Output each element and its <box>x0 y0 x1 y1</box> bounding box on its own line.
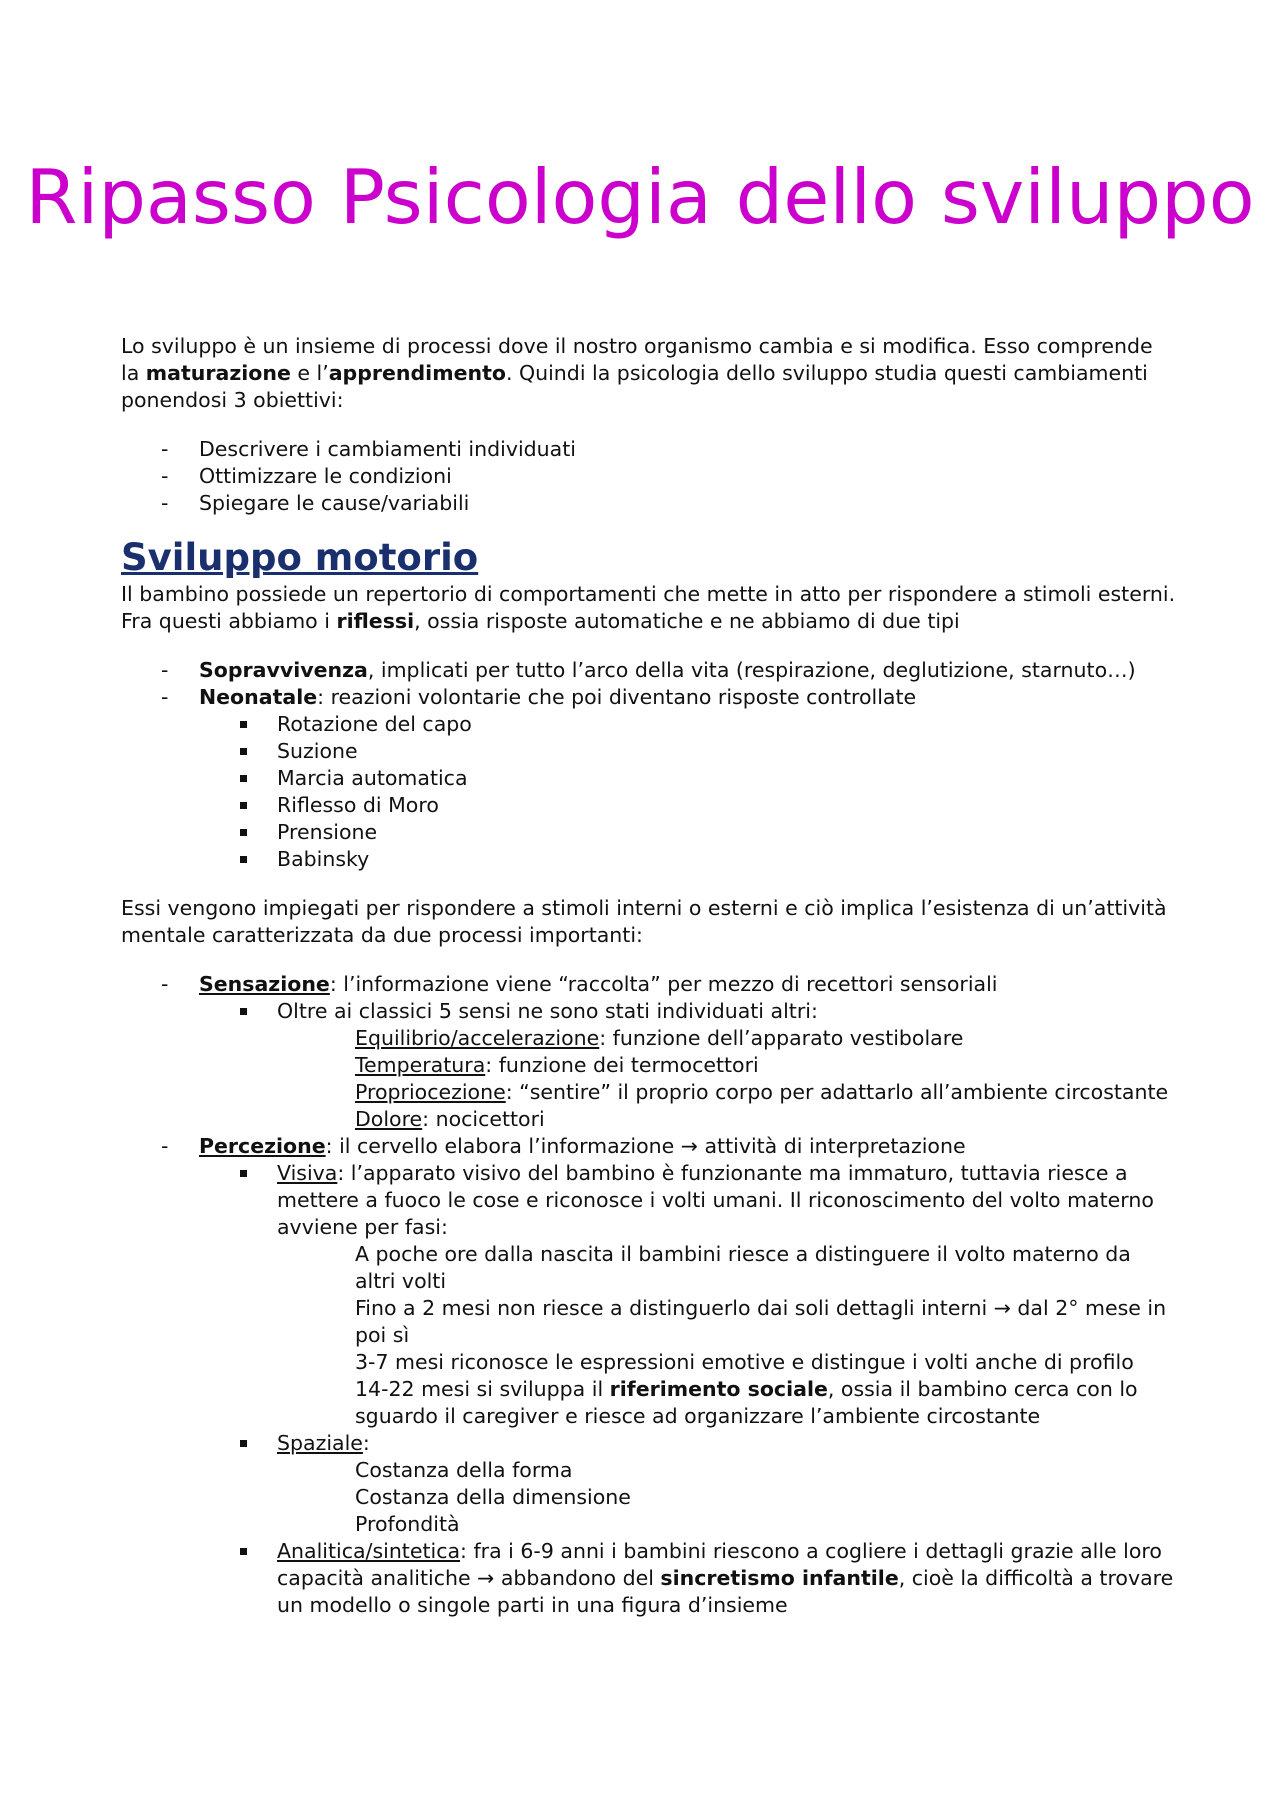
intro-paragraph: Lo sviluppo è un insieme di processi dove il nostro organismo cambia e si modifica. Esso comprende la maturazione e l’apprendimento. Quindi la psicologia dello sviluppo studia questi cambiamenti ponendosi 3 obiettivi: <box>121 334 1153 412</box>
list-item: Visiva: l’apparato visivo del bambino è funzionante ma immaturo, tuttavia riesce a mettere a fuoco le cose e riconosce i volti umani. Il riconoscimento del volto materno avviene per fasi: <box>121 1160 1176 1241</box>
list-item: Marcia automatica <box>121 765 1176 792</box>
list-item: Rotazione del capo <box>121 711 1176 738</box>
list-item: A poche ore dalla nascita il bambini riesce a distinguere il volto materno da altri volti <box>355 1242 1131 1293</box>
list-item: Suzione <box>121 738 1176 765</box>
list-item: - Neonatale: reazioni volontarie che poi diventano risposte controllate <box>161 685 917 709</box>
square-bullet-icon <box>240 856 247 863</box>
list-item: Fino a 2 mesi non riesce a distinguerlo dai soli dettagli interni → dal 2° mese in poi sì <box>355 1296 1167 1347</box>
list-item: Riflesso di Moro <box>121 792 1176 819</box>
list-item: 3-7 mesi riconosce le espressioni emotive e distingue i volti anche di profilo <box>355 1350 1134 1374</box>
square-bullet-icon <box>240 829 247 836</box>
square-bullet-icon <box>240 748 247 755</box>
square-bullet-icon <box>240 802 247 809</box>
list-item: - Percezione: il cervello elabora l’informazione → attività di interpretazione <box>161 1134 966 1158</box>
square-bullet-icon <box>240 775 247 782</box>
list-item: Costanza della dimensione <box>355 1485 631 1509</box>
processes-paragraph: Essi vengono impiegati per rispondere a stimoli interni o esterni e ciò implica l’esistenza di un’attività mentale caratterizzata da due processi importanti: <box>121 896 1167 947</box>
list-item: - Ottimizzare le condizioni <box>161 464 452 488</box>
list-item: Oltre ai classici 5 sensi ne sono stati individuati altri: <box>121 998 1176 1025</box>
list-item: Spaziale: <box>121 1430 1176 1457</box>
reflex-list <box>121 657 1176 873</box>
section-heading: Sviluppo motorio <box>121 536 479 579</box>
list-item: - Spiegare le cause/variabili <box>161 491 470 515</box>
list-item: - Sopravvivenza, implicati per tutto l’arco della vita (respirazione, deglutizione, starnuto…) <box>161 658 1136 682</box>
document-body <box>121 333 1176 1619</box>
list-item: Temperatura: funzione dei termocettori <box>355 1053 759 1077</box>
list-item: Propriocezione: “sentire” il proprio corpo per adattarlo all’ambiente circostante <box>355 1080 1169 1104</box>
objectives-list <box>121 436 1176 517</box>
list-item: Babinsky <box>121 846 1176 873</box>
processes-list <box>121 971 1176 1619</box>
list-item: Dolore: nocicettori <box>355 1107 545 1131</box>
square-bullet-icon <box>240 1170 247 1177</box>
list-item: 14-22 mesi si sviluppa il riferimento sociale, ossia il bambino cerca con lo sguardo il caregiver e riesce ad organizzare l’ambiente circostante <box>355 1377 1138 1428</box>
list-item: Analitica/sintetica: fra i 6-9 anni i bambini riescono a cogliere i dettagli grazie alle loro capacità analitiche → abbandono del sincretismo infantile, cioè la difficoltà a trovare un modello o singole parti in una figura d’insieme <box>121 1538 1176 1619</box>
list-item: Profondità <box>355 1512 460 1536</box>
page-title: Ripasso Psicologia dello sviluppo <box>25 153 1255 241</box>
list-item: Prensione <box>121 819 1176 846</box>
list-item: - Sensazione: l’informazione viene “raccolta” per mezzo di recettori sensoriali <box>161 972 998 996</box>
list-item: Costanza della forma <box>355 1458 573 1482</box>
section-paragraph: Il bambino possiede un repertorio di comportamenti che mette in atto per rispondere a stimoli esterni. Fra questi abbiamo i riflessi, ossia risposte automatiche e ne abbiamo di due tipi <box>121 582 1176 633</box>
square-bullet-icon <box>240 1548 247 1555</box>
list-item: Equilibrio/accelerazione: funzione dell’apparato vestibolare <box>355 1026 964 1050</box>
square-bullet-icon <box>240 1008 247 1015</box>
square-bullet-icon <box>240 1440 247 1447</box>
square-bullet-icon <box>240 721 247 728</box>
list-item: - Descrivere i cambiamenti individuati <box>161 437 576 461</box>
